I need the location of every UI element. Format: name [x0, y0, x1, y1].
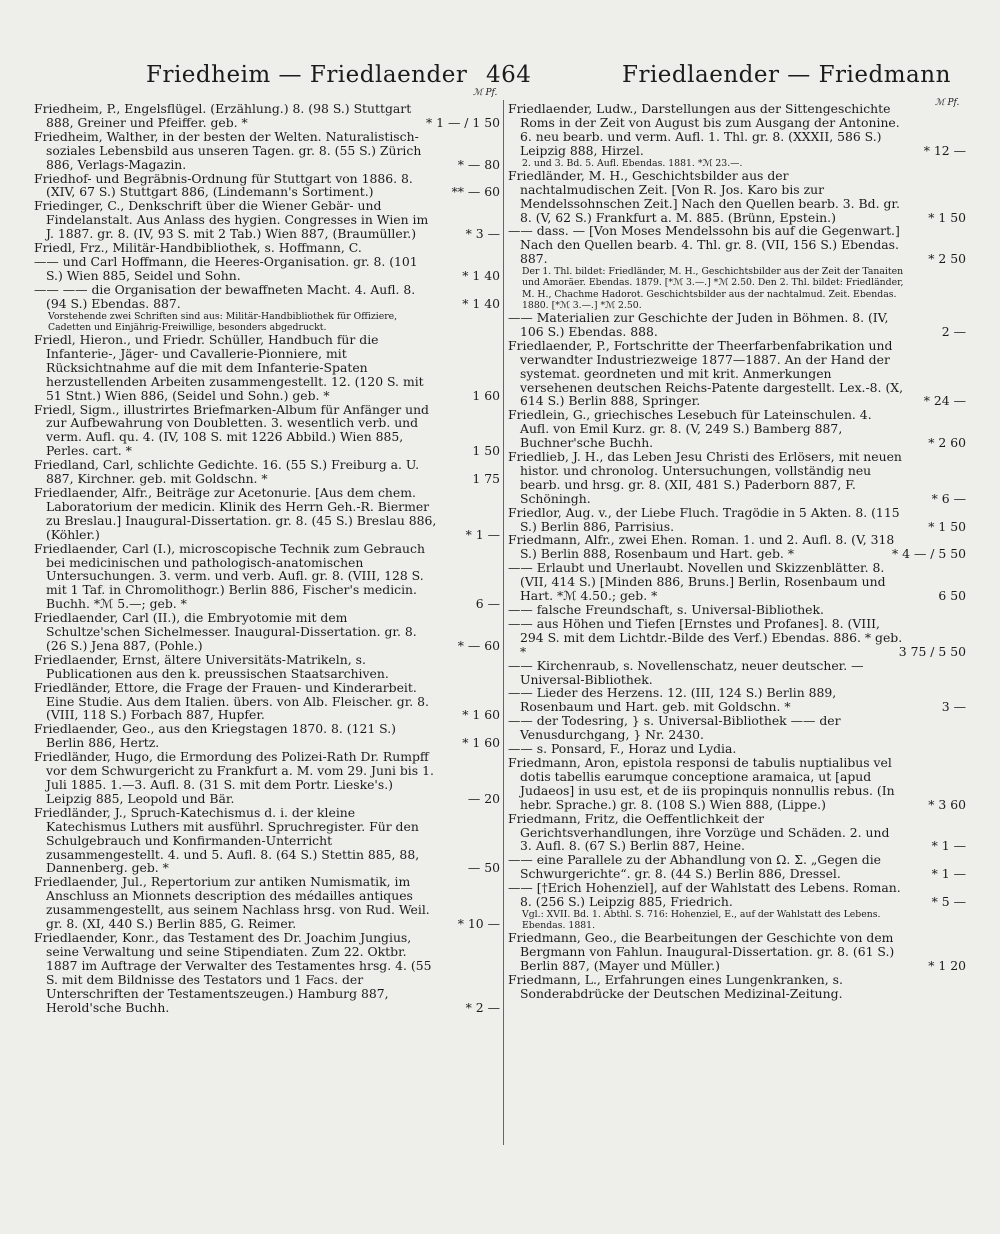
catalog-entry — [508, 224, 966, 266]
catalog-entry — [34, 172, 500, 200]
right-footnote-1: 2. und 3. Bd. 5. Aufl. Ebendas. 1881. *ℳ 23.—. — [522, 157, 743, 169]
catalog-entry — [508, 756, 966, 812]
catalog-entry — [508, 506, 966, 534]
entry-price: 3 75 / 5 50 — [898, 643, 966, 659]
entry-text: Friedlaender, Carl (I.), microscopische Technik zum Gebrauch bei medicinischen und pathologisch-anatomischen Untersuchungen. 3. verm. und verb. Aufl. gr. 8. (VIII, 128 S. mit 1 Taf. in Chromolithogr.) Berlin 886, Fischer's medicin. Buchh. *ℳ 5.—; geb. * — [34, 540, 425, 612]
catalog-entry — [508, 881, 966, 909]
entry-price: 6 — — [475, 596, 500, 612]
entry-price: * 4 — / 5 50 — [892, 546, 966, 562]
header-right-title: Friedlaender — Friedmann — [622, 62, 951, 88]
catalog-entry — [508, 561, 966, 603]
catalog-entry — [34, 875, 500, 931]
entry-price: 1 75 — [472, 471, 500, 487]
entry-price: * 12 — — [923, 142, 966, 158]
entry-text: —— Lieder des Herzens. 12. (III, 124 S.) Berlin 889, Rosenbaum und Hart. geb. mit Goldschn. * — [508, 685, 837, 715]
entry-text: —— s. Ponsard, F., Horaz und Lydia. — [508, 741, 737, 757]
catalog-entry — [508, 169, 966, 225]
entry-price: * 1 50 — [928, 518, 966, 534]
entry-text: Friedheim, Walther, in der besten der Welten. Naturalistisch-soziales Lebensbild aus unseren Tagen. gr. 8. (55 S.) Zürich 886, Verlags-Magazin. — [34, 128, 422, 172]
catalog-entry — [34, 403, 500, 459]
catalog-entry — [508, 659, 966, 687]
entry-text: Friedlaender, Geo., aus den Kriegstagen 1870. 8. (121 S.) Berlin 886, Hertz. — [34, 721, 396, 751]
catalog-entry — [34, 653, 500, 681]
catalog-entry — [34, 241, 500, 255]
catalog-entry — [34, 681, 500, 723]
entry-price: * 1 — / 1 50 — [426, 114, 500, 130]
catalog-entry — [508, 931, 966, 973]
catalog-entry — [508, 853, 966, 881]
entry-text: —— falsche Freundschaft, s. Universal-Bibliothek. — [508, 602, 824, 618]
catalog-entry — [34, 806, 500, 876]
entry-price: * 2 50 — [928, 251, 966, 267]
entry-text: —— und Carl Hoffmann, die Heeres-Organisation. gr. 8. (101 S.) Wien 885, Seidel und Sohn. — [34, 253, 418, 283]
catalog-entry — [508, 450, 966, 506]
entry-text: Friedl, Sigm., illustrirtes Briefmarken-Album für Anfänger und zur Aufbewahrung von Doubletten. 3. wesentlich verb. und verm. Aufl. qu. 4. (IV, 108 S. mit 1226 Abbild.) Wien 885, Perles. cart. * — [34, 401, 429, 459]
entry-text: Friedmann, Fritz, die Oeffentlichkeit der Gerichtsverhandlungen, ihre Vorzüge und Schäden. 2. und 3. Aufl. 8. (67 S.) Berlin 887, Heine. — [508, 810, 890, 854]
entry-text: —— [†Erich Hohenziel], auf der Wahlstatt des Lebens. Roman. 8. (256 S.) Leipzig 885, Friedrich. — [508, 880, 901, 910]
left-currency-header: ℳ Pf. — [473, 88, 498, 98]
entry-price: * 1 — — [931, 866, 966, 882]
entry-price: * 5 — — [931, 894, 966, 910]
catalog-entry — [34, 255, 500, 283]
entry-price: * 1 — — [931, 838, 966, 854]
entry-text: —— aus Höhen und Tiefen [Ernstes und Profanes]. 8. (VIII, 294 S. mit dem Lichtdr.-Bilde des Verf.) Ebendas. 886. * geb. * — [508, 615, 903, 659]
entry-text: Friedlaender, Carl (II.), die Embryotomie mit dem Schultze'schen Sichelmesser. Inaugural-Dissertation. gr. 8. (26 S.) Jena 887, (Pohle.) — [34, 610, 417, 653]
entry-text: Friedl, Frz., Militär-Handbibliothek, s. Hoffmann, C. — [34, 240, 362, 256]
entry-text: —— Erlaubt und Unerlaubt. Novellen und Skizzenblätter. 8. (VII, 414 S.) [Minden 886, Bruns.] Berlin, Rosenbaum und Hart. *ℳ 4.50.; geb. * — [508, 560, 886, 604]
catalog-entry — [508, 311, 966, 339]
entry-text: —— Kirchenraub, s. Novellenschatz, neuer deutscher. — Universal-Bibliothek. — [508, 657, 864, 687]
entry-price: 1 60 — [472, 387, 500, 403]
catalog-entry — [508, 973, 966, 1001]
entry-text: Friedinger, C., Denkschrift über die Wiener Gebär- und Findelanstalt. Aus Anlass des hygien. Congresses in Wien im J. 1887. gr. 8. (IV, 93 S. mit 2 Tab.) Wien 887, (Braumüller.) — [34, 198, 429, 242]
entry-text: Friedheim, P., Engelsflügel. (Erzählung.) 8. (98 S.) Stuttgart 888, Greiner und Pfeiffer. geb. * — [34, 101, 412, 130]
page-header — [0, 62, 1000, 98]
entry-text: —— Materialien zur Geschichte der Juden in Böhmen. 8. (IV, 106 S.) Ebendas. 888. — [508, 309, 889, 339]
catalog-entry — [508, 742, 966, 756]
entry-price: ** — 60 — [451, 184, 500, 200]
entry-text: Friedländer, J., Spruch-Katechismus d. i. der kleine Katechismus Luthers mit ausführl. Spruchregister. Für den Schulgebrauch und Konfirmanden-Unterricht zusammengestellt. 4. und 5. Aufl. 8. (64 S.) Stettin 885, 88, Dannenberg. geb. * — [34, 804, 420, 876]
catalog-entry — [508, 102, 966, 158]
catalog-entry — [34, 283, 500, 311]
entry-price: * 6 — — [931, 490, 966, 506]
catalog-entry — [508, 408, 966, 450]
catalog-entry — [34, 199, 500, 241]
catalog-entry — [34, 931, 500, 1014]
catalog-entry — [34, 542, 500, 612]
page-number: 464 — [486, 62, 532, 88]
entry-text: —— eine Parallele zu der Abhandlung von Ω. Σ. „Gegen die Schwurgerichte“. gr. 8. (44 S.) Berlin 886, Dressel. — [508, 852, 881, 882]
catalog-entry — [508, 686, 966, 714]
entry-text: Friedländer, Hugo, die Ermordung des Polizei-Rath Dr. Rumpff vor dem Schwurgericht zu Frankfurt a. M. vom 29. Juni bis 1. Juli 1885. 1.—3. Aufl. 8. (31 S. mit dem Portr. Lieske's.) Leipzig 885, Leopold und Bär. — [34, 749, 434, 806]
entry-text: Friedmann, Aron, epistola responsi de tabulis nuptialibus vel dotis tabellis earumque conceptione aramaica, ut [apud Judaeos] in usu est, et de iis propinquis nonnullis rebus. (In hebr. Sprache.) gr. 8. (108 S.) Wien 888, (Lippe.) — [508, 754, 895, 812]
catalog-entry — [34, 458, 500, 486]
left-footnote: Vorstehende zwei Schriften sind aus: Militär-Handbibliothek für Offiziere, Cadetten und Einjährig-Freiwillige, besonders abgedruckt. — [48, 310, 398, 333]
entry-price: * 1 40 — [462, 295, 500, 311]
entry-text: Friedland, Carl, schlichte Gedichte. 16. (55 S.) Freiburg a. U. 887, Kirchner. geb. mit Goldschn. * — [34, 457, 420, 487]
right-currency-header: ℳ Pf. — [935, 98, 960, 108]
left-column — [34, 102, 500, 1014]
entry-price: 2 — — [941, 323, 966, 339]
right-footnote-3: Vgl.: XVII. Bd. 1. Abthl. S. 716: Hohenziel, E., auf der Wahlstatt des Lebens. Ebendas. 1881. — [522, 908, 881, 932]
entry-price: * 10 — — [457, 916, 500, 932]
entry-text: Friedländer, Ettore, die Frage der Frauen- und Kinderarbeit. Eine Studie. Aus dem Italien. übers. von Alb. Fleischer. gr. 8. (VIII, 118 S.) Forbach 887, Hupfer. — [34, 679, 429, 723]
entry-price: * — 80 — [457, 156, 500, 172]
entry-price: * 2 — — [465, 999, 500, 1015]
catalog-entry — [34, 130, 500, 172]
entry-text: Friedlaender, Jul., Repertorium zur antiken Numismatik, im Anschluss an Mionnets description des médailles antiques zusammengestellt, aus seinem Nachlass hrsg. von Rud. Weil. gr. 8. (XI, 440 S.) Berlin 885, G. Reimer. — [34, 874, 430, 932]
entry-price: * 1 50 — [928, 209, 966, 225]
catalog-entry — [34, 611, 500, 653]
entry-text: Friedl, Hieron., und Friedr. Schüller, Handbuch für die Infanterie-, Jäger- und Cavallerie-Pionniere, mit Rücksichtnahme auf die mit dem Infanterie-Spaten herzustellenden Arbeiten zusammengestellt. 12. (120 S. mit 51 Stnt.) Wien 886, (Seidel und Sohn.) geb. * — [34, 332, 424, 403]
entry-text: Friedmann, L., Erfahrungen eines Lungenkranken, s. Sonderabdrücke der Deutschen Medizinal-Zeitung. — [508, 972, 843, 1001]
entry-price: — 20 — [467, 790, 500, 806]
entry-price: * 3 60 — [928, 796, 966, 812]
entry-text: —— dass. — [Von Moses Mendelssohn bis auf die Gegenwart.] Nach den Quellen bearb. 4. Thl. gr. 8. (VII, 156 S.) Ebendas. 887. — [508, 223, 900, 267]
entry-price: * 3 — — [465, 226, 500, 242]
entry-text: Friedmann, Geo., die Bearbeitungen der Geschichte von dem Bergmann von Fahlun. Inaugural-Dissertation. gr. 8. (61 S.) Berlin 887, (Mayer und Müller.) — [508, 930, 895, 974]
entry-price: 6 50 — [938, 588, 966, 604]
entry-price: * 1 40 — [462, 267, 500, 283]
header-left-title: Friedheim — Friedlaender — [146, 62, 468, 88]
entry-price: * 1 — — [465, 526, 500, 542]
catalog-entry — [508, 339, 966, 409]
catalog-entry — [34, 486, 500, 542]
catalog-entry — [34, 722, 500, 750]
entry-price: 1 50 — [472, 443, 500, 459]
entry-text: Friedlaender, Alfr., Beiträge zur Acetonurie. [Aus dem chem. Laboratorium der medicin. Klinik des Herrn Geh.-R. Biermer zu Breslau.] Inaugural-Dissertation. gr. 8. (45 S.) Breslau 886, (Köhler.) — [34, 484, 437, 542]
catalog-entry — [508, 812, 966, 854]
catalog-entry — [34, 750, 500, 806]
entry-price: * 1 60 — [462, 735, 500, 751]
entry-text: Friedländer, M. H., Geschichtsbilder aus der nachtalmudischen Zeit. [Von R. Jos. Karo bis zur Mendelssohnschen Zeit.] Nach den Quellen bearb. 3. Bd. gr. 8. (V, 62 S.) Frankfurt a. M. 885. (Brünn, Epstein.) — [508, 167, 900, 225]
entry-price: — 50 — [467, 860, 500, 876]
entry-text: Friedlieb, J. H., das Leben Jesu Christi des Erlösers, mit neuen histor. und chronolog. Untersuchungen, vollständig neu bearb. und hrsg. gr. 8. (XII, 481 S.) Paderborn 887, F. Schöningh. — [508, 449, 902, 506]
right-footnote-2: Der 1. Thl. bildet: Friedländer, M. H., Geschichtsbilder aus der Zeit der Tanaiten und Amoräer. Ebendas. 1879. [*ℳ 3.—.] *ℳ 2.50. Den 2. Thl. bildet: Friedländer, M. H., Chachme Hadorot. Geschichtsbilder aus der nachtalmud. Zeit. Ebendas. 1880. [*ℳ 3.—.] *ℳ 2.50. — [522, 266, 904, 311]
entry-text: Friedlaender, Ernst, ältere Universitäts-Matrikeln, s. Publicationen aus den k. preussischen Staatsarchiven. — [34, 651, 389, 681]
catalog-entry — [508, 714, 966, 742]
entry-text: Friedlor, Aug. v., der Liebe Fluch. Tragödie in 5 Akten. 8. (115 S.) Berlin 886, Parrisius. — [508, 504, 900, 534]
right-column — [508, 102, 966, 1001]
entry-price: * 2 60 — [928, 435, 966, 451]
entry-price: * 24 — — [923, 393, 966, 409]
entry-price: * 1 20 — [928, 958, 966, 974]
entry-text: Friedhof- und Begräbnis-Ordnung für Stuttgart von 1886. 8. (XIV, 67 S.) Stuttgart 886, (Lindemann's Sortiment.) — [34, 170, 413, 200]
entry-text: —— —— die Organisation der bewaffneten Macht. 4. Aufl. 8. (94 S.) Ebendas. 887. — [34, 281, 416, 311]
entry-text: Friedlaender, Konr., das Testament des Dr. Joachim Jungius, seine Verwaltung und seine Stipendiaten. Zum 22. Oktbr. 1887 im Auftrage der Verwalter des Testamentes hrsg. 4. (55 S. mit dem Bildnisse des Testators und 1 Facs. der Unterschriften der Testamentszeugen.) Hamburg 887, Herold'sche Buchh. — [34, 929, 432, 1015]
catalog-entry — [508, 603, 966, 617]
catalog-entry — [508, 617, 966, 659]
catalog-entry — [508, 533, 966, 561]
catalog-entry — [34, 102, 500, 130]
entry-price: * — 60 — [457, 637, 500, 653]
entry-text: Friedlein, G., griechisches Lesebuch für Lateinschulen. 4. Aufl. von Emil Kurz. gr. 8. (V, 249 S.) Bamberg 887, Buchner'sche Buchh. — [508, 407, 872, 451]
catalog-entry — [34, 333, 500, 403]
entry-price: * 1 60 — [462, 707, 500, 723]
entry-text: Friedlaender, P., Fortschritte der Theerfarbenfabrikation und verwandter Industriezweige 1877—1887. An der Hand der systemat. geordneten und mit krit. Anmerkungen versehenen deutschen Reichs-Patente dargestellt. Lex.-8. (X, 614 S.) Berlin 888, Springer. — [508, 337, 904, 409]
entry-text: Friedmann, Alfr., zwei Ehen. Roman. 1. und 2. Aufl. 8. (V, 318 S.) Berlin 888, Rosenbaum und Hart. geb. * — [508, 532, 895, 562]
entry-price: 3 — — [941, 699, 966, 715]
entry-text: —— der Todesring, } s. Universal-Bibliothek —— der Venusdurchgang, } Nr. 2430. — [508, 713, 841, 743]
entry-text: Friedlaender, Ludw., Darstellungen aus der Sittengeschichte Roms in der Zeit von August bis zum Ausgang der Antonine. 6. neu bearb. und verm. Aufl. 1. Thl. gr. 8. (XXXII, 586 S.) Leipzig 888, Hirzel. — [508, 101, 900, 158]
column-divider — [503, 100, 504, 1145]
